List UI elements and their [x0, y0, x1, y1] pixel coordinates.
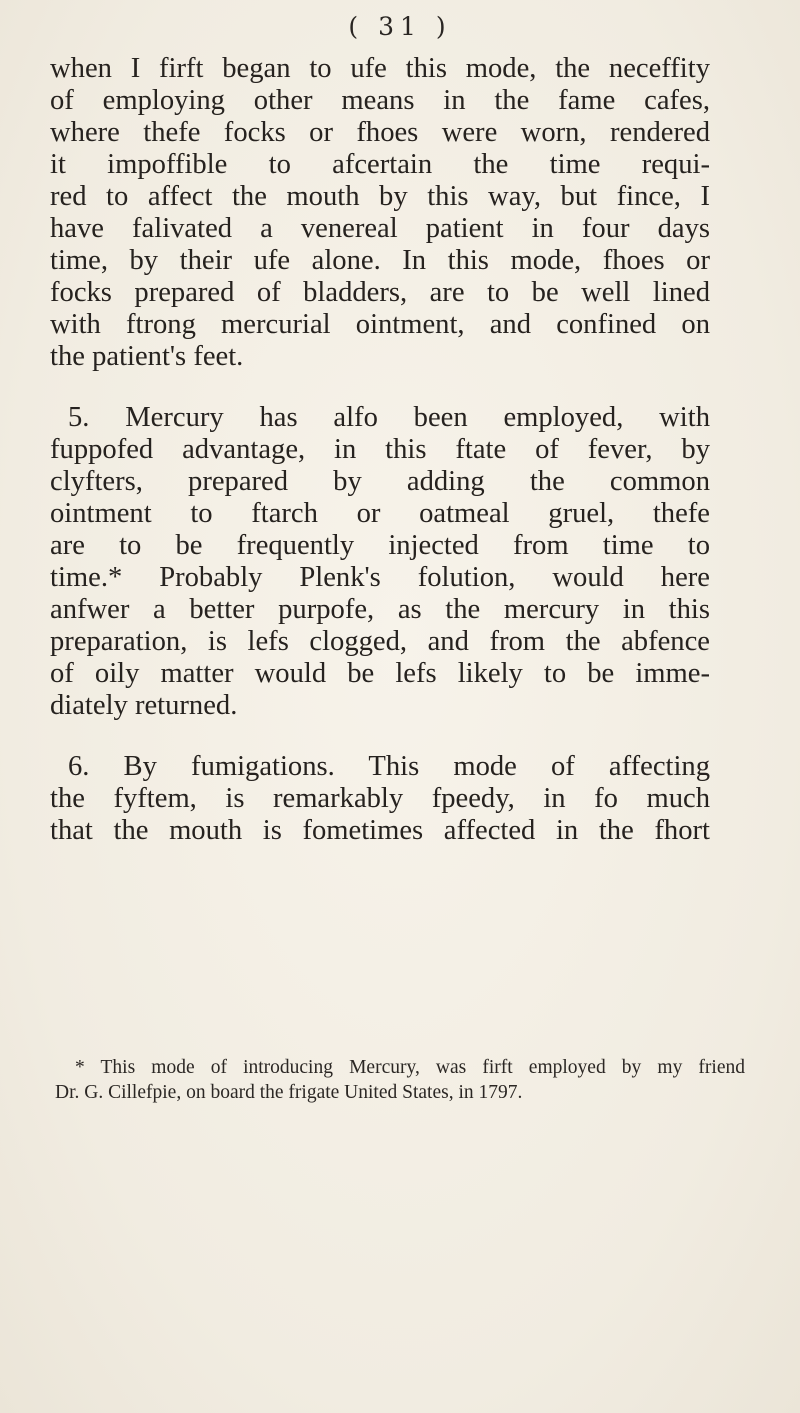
text-line: of employing other means in the fame cafes, — [50, 85, 710, 116]
text-line: it impoffible to afcertain the time requi- — [50, 149, 710, 180]
text-line: 5. Mercury has alfo been employed, with — [68, 402, 710, 433]
page-number: ( 31 ) — [348, 12, 452, 41]
footnote-line: Dr. G. Cillefpie, on board the frigate United States, in 1797. — [55, 1082, 523, 1103]
text-line: the fyftem, is remarkably fpeedy, in fo much — [50, 783, 710, 814]
text-line: where thefe focks or fhoes were worn, rendered — [50, 117, 710, 148]
text-line: time, by their ufe alone. In this mode, fhoes or — [50, 245, 710, 276]
paragraph-5 — [50, 402, 710, 722]
text-line: ointment to ftarch or oatmeal gruel, thefe — [50, 498, 710, 529]
text-line: with ftrong mercurial ointment, and confined on — [50, 309, 710, 340]
text-line: of oily matter would be lefs likely to be imme- — [50, 658, 710, 689]
body-text — [50, 53, 710, 847]
footnote — [55, 1055, 745, 1105]
text-line: the patient's feet. — [50, 341, 244, 372]
text-line: diately returned. — [50, 690, 238, 721]
footnote-line: * This mode of introducing Mercury, was firft employed by my friend — [75, 1057, 745, 1078]
text-line: anfwer a better purpofe, as the mercury in this — [50, 594, 710, 625]
text-line: when I firft began to ufe this mode, the neceffity — [50, 53, 710, 84]
text-line: 6. By fumigations. This mode of affecting — [68, 751, 710, 782]
text-line: are to be frequently injected from time to — [50, 530, 710, 561]
text-line: time.* Probably Plenk's folution, would here — [50, 562, 710, 593]
paragraph-6 — [50, 751, 710, 847]
text-line: have falivated a venereal patient in four days — [50, 213, 710, 244]
paragraph-4-continued — [50, 53, 710, 373]
text-line: preparation, is lefs clogged, and from the abfence — [50, 626, 710, 657]
text-line: clyfters, prepared by adding the common — [50, 466, 710, 497]
text-line: that the mouth is fometimes affected in the fhort — [50, 815, 710, 846]
text-line: red to affect the mouth by this way, but fince, I — [50, 181, 710, 212]
text-line: fuppofed advantage, in this ftate of fever, by — [50, 434, 710, 465]
text-line: focks prepared of bladders, are to be well lined — [50, 277, 710, 308]
